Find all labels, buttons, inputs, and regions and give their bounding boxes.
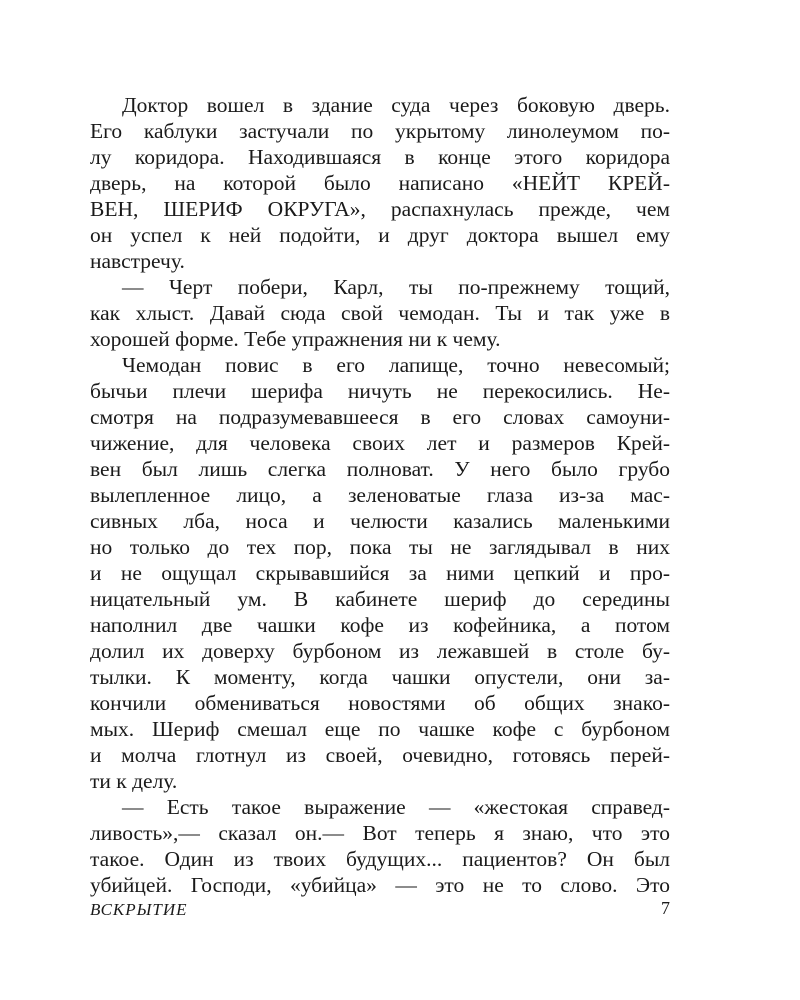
text-line: наполнил две чашки кофе из кофейника, а потом bbox=[90, 613, 670, 637]
running-footer-title: ВСКРЫТИЕ bbox=[90, 900, 188, 919]
page-number: 7 bbox=[661, 898, 670, 918]
text-line: ливость»,— сказал он.— Вот теперь я знаю, что это bbox=[90, 821, 670, 845]
text-line: ти к делу. bbox=[90, 769, 178, 793]
text-line: убийцей. Господи, «убийца» — это не то слово. Это bbox=[90, 873, 670, 897]
text-line: — Черт побери, Карл, ты по-прежнему тощий, bbox=[122, 275, 670, 299]
text-line: Его каблуки застучали по укрытому линолеумом по- bbox=[90, 119, 670, 143]
text-line: лу коридора. Находившаяся в конце этого коридора bbox=[90, 145, 670, 169]
text-line: дверь, на которой было написано «НЕЙТ КРЕЙ- bbox=[90, 171, 670, 195]
text-line: и не ощущал скрывавшийся за ними цепкий и про- bbox=[90, 561, 670, 585]
text-line: сивных лба, носа и челюсти казались маленькими bbox=[90, 509, 670, 533]
text-line: вылепленное лицо, а зеленоватые глаза из-за мас- bbox=[90, 483, 670, 507]
text-line: кончили обмениваться новостями об общих знако- bbox=[90, 691, 670, 715]
text-line: смотря на подразумевавшееся в его словах самоуни- bbox=[90, 405, 670, 429]
text-line: бычьи плечи шерифа ничуть не перекосились. Не- bbox=[90, 379, 670, 403]
text-line: но только до тех пор, пока ты не заглядывал в них bbox=[90, 535, 670, 559]
text-line: — Есть такое выражение — «жестокая справед- bbox=[122, 795, 670, 819]
text-line: мых. Шериф смешал еще по чашке кофе с бурбоном bbox=[90, 717, 670, 741]
text-line: тылки. К моменту, когда чашки опустели, они за- bbox=[90, 665, 670, 689]
text-line: Чемодан повис в его лапище, точно невесомый; bbox=[122, 353, 670, 377]
text-line: ВЕН, ШЕРИФ ОКРУГА», распахнулась прежде, чем bbox=[90, 197, 670, 221]
text-line: навстречу. bbox=[90, 249, 185, 273]
text-line: как хлыст. Давай сюда свой чемодан. Ты и так уже в bbox=[90, 301, 670, 325]
text-line: чижение, для человека своих лет и размеров Крей- bbox=[90, 431, 670, 455]
text-line: такое. Один из твоих будущих... пациентов? Он был bbox=[90, 847, 670, 871]
text-line: вен был лишь слегка полноват. У него было грубо bbox=[90, 457, 670, 481]
text-line: хорошей форме. Тебе упражнения ни к чему. bbox=[90, 327, 501, 351]
text-line: он успел к ней подойти, и друг доктора вышел ему bbox=[90, 223, 670, 247]
text-line: ницательный ум. В кабинете шериф до середины bbox=[90, 587, 670, 611]
text-line: Доктор вошел в здание суда через боковую дверь. bbox=[122, 93, 670, 117]
text-line: и молча глотнул из своей, очевидно, готовясь перей- bbox=[90, 743, 670, 767]
body-text bbox=[90, 92, 670, 898]
text-line: долил их доверху бурбоном из лежавшей в столе бу- bbox=[90, 639, 670, 663]
